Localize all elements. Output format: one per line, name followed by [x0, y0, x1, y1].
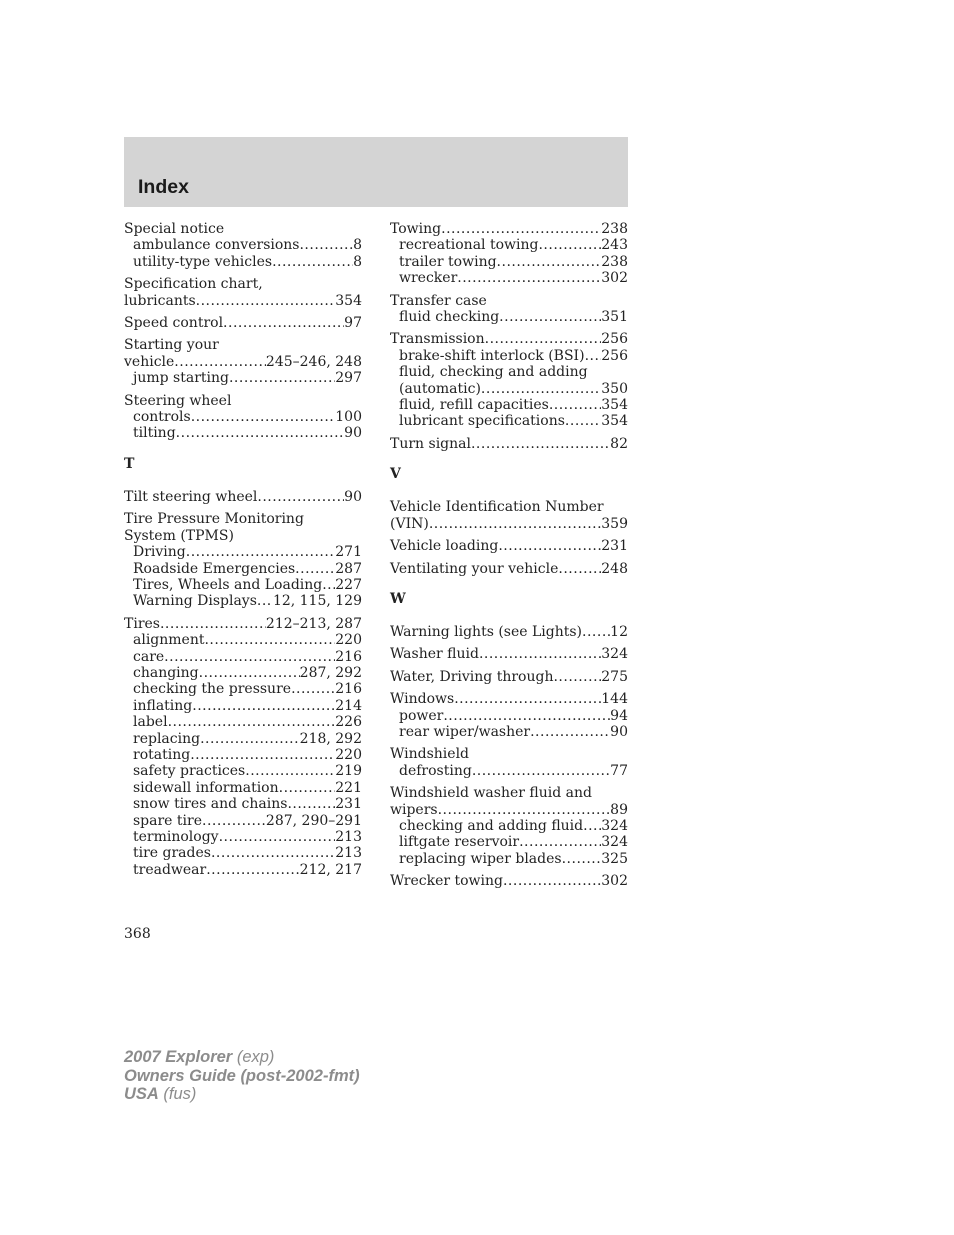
entry-label: wrecker	[399, 270, 458, 287]
index-heading	[390, 331, 628, 347]
dot-leader	[199, 665, 300, 681]
entry-page-ref: 227	[335, 576, 362, 593]
index-subentry	[124, 561, 362, 577]
footer-model: 2007 Explorer	[124, 1048, 233, 1066]
entry-label: fluid, refill capacities	[399, 397, 549, 414]
entry-page-ref: 287, 292	[299, 664, 362, 681]
index-subentry	[390, 348, 628, 364]
index-subentry	[390, 708, 628, 724]
index-subentry	[124, 632, 362, 648]
footer-market: USA	[124, 1085, 159, 1103]
index-entry	[124, 221, 362, 270]
entry-page-ref: 8	[353, 237, 362, 254]
entry-label: liftgate reservoir	[399, 834, 520, 851]
entry-label: Water, Driving through	[390, 668, 554, 685]
entry-page-ref: 212, 217	[299, 861, 362, 878]
dot-leader	[472, 763, 610, 779]
dot-leader	[519, 834, 601, 850]
dot-leader	[200, 731, 300, 747]
entry-label: checking and adding fluid	[399, 817, 584, 834]
entry-label: System (TPMS)	[124, 527, 234, 544]
dot-leader	[291, 681, 335, 697]
dot-leader	[322, 577, 335, 593]
dot-leader	[429, 516, 601, 532]
entry-page-ref: 248	[601, 560, 628, 577]
entry-label: Starting your	[124, 337, 219, 354]
index-subentry	[124, 409, 362, 425]
index-heading	[390, 669, 628, 685]
dot-leader	[206, 862, 299, 878]
entry-label: Warning lights (see Lights)	[390, 623, 583, 640]
dot-leader	[245, 763, 335, 779]
index-heading	[124, 511, 362, 527]
index-entry	[390, 331, 628, 429]
index-subentry	[390, 381, 628, 397]
index-subentry	[124, 829, 362, 845]
index-subentry	[124, 796, 362, 812]
dot-leader	[223, 315, 344, 331]
index-subentry	[124, 237, 362, 253]
entry-page-ref: 297	[335, 370, 362, 387]
index-entry	[390, 436, 628, 452]
entry-page-ref: 238	[601, 221, 628, 237]
entry-label: Turn signal	[390, 435, 471, 452]
dot-leader	[160, 616, 266, 632]
entry-page-ref: 256	[601, 347, 628, 364]
footer-guide: Owners Guide (post-2002-fmt)	[124, 1066, 360, 1085]
entry-label: sidewall information	[133, 779, 279, 796]
entry-label: Driving	[133, 544, 186, 561]
index-subentry	[390, 724, 628, 740]
index-entry	[390, 561, 628, 577]
dot-leader	[485, 331, 602, 347]
index-heading	[390, 624, 628, 640]
section-letter: T	[124, 455, 135, 472]
entry-page-ref: 354	[601, 413, 628, 430]
index-heading	[124, 489, 362, 505]
entry-label: Specification chart,	[124, 276, 263, 293]
entry-label: Vehicle loading	[390, 538, 499, 555]
index-entry	[390, 746, 628, 779]
entry-label: vehicle	[124, 353, 175, 370]
entry-label: Steering wheel	[124, 392, 232, 409]
index-subentry	[124, 254, 362, 270]
entry-page-ref: 90	[344, 488, 362, 505]
entry-label: power	[399, 707, 444, 724]
index-heading	[390, 293, 628, 309]
dot-leader	[457, 270, 601, 286]
entry-label: replacing wiper blades	[399, 850, 562, 867]
entry-page-ref: 89	[610, 801, 628, 818]
dot-leader	[562, 851, 602, 867]
dot-leader	[498, 538, 601, 554]
entry-label: wipers	[390, 801, 438, 818]
entry-label: Vehicle Identification Number	[390, 499, 604, 516]
page-title: Index	[138, 176, 189, 198]
index-subentry	[124, 714, 362, 730]
footer-market-code: (fus)	[158, 1085, 197, 1103]
index-subentry	[124, 763, 362, 779]
footer-model-code: (exp)	[232, 1048, 275, 1066]
index-entry	[390, 785, 628, 867]
dot-leader	[549, 397, 601, 413]
dot-leader	[229, 370, 335, 386]
entry-label: Special notice	[124, 221, 225, 237]
index-entry	[124, 489, 362, 505]
index-subentry	[124, 425, 362, 441]
index-heading	[124, 315, 362, 331]
index-entry	[124, 511, 362, 609]
entry-label: Transmission	[390, 331, 485, 348]
dot-leader	[583, 818, 601, 834]
dot-leader	[454, 691, 601, 707]
entry-page-ref: 325	[601, 850, 628, 867]
entry-page-ref: 243	[601, 237, 628, 254]
index-entry	[390, 691, 628, 740]
dot-leader	[441, 221, 601, 237]
entry-label: Tires	[124, 615, 160, 632]
entry-page-ref: 221	[335, 779, 362, 796]
index-entry	[390, 293, 628, 326]
index-heading	[124, 337, 362, 353]
index-subentry	[390, 818, 628, 834]
index-entry	[390, 624, 628, 640]
entry-page-ref: 212–213, 287	[265, 615, 362, 632]
index-heading	[390, 436, 628, 452]
entry-label: treadwear	[133, 861, 207, 878]
index-entry	[124, 315, 362, 331]
dot-leader	[257, 593, 273, 609]
index-subentry	[124, 681, 362, 697]
entry-page-ref: 231	[335, 796, 362, 813]
entry-label: (VIN)	[390, 515, 429, 532]
dot-leader	[497, 254, 602, 270]
page-number: 368	[124, 926, 151, 942]
dot-leader	[257, 489, 344, 505]
entry-label: care	[133, 648, 165, 665]
entry-page-ref: 351	[601, 309, 628, 326]
entry-page-ref: 350	[601, 380, 628, 397]
entry-label: label	[133, 714, 168, 731]
entry-label: Windshield washer fluid and	[390, 785, 592, 802]
index-heading	[390, 646, 628, 662]
index-subentry	[124, 845, 362, 861]
entry-label: spare tire	[133, 812, 203, 829]
entry-page-ref: 354	[335, 292, 362, 309]
index-entry	[390, 646, 628, 662]
index-heading	[124, 221, 362, 237]
index-heading	[390, 221, 628, 237]
dot-leader	[438, 802, 611, 818]
dot-leader	[585, 348, 602, 364]
entry-page-ref: 275	[601, 668, 628, 685]
index-subentry	[390, 834, 628, 850]
index-heading	[390, 873, 628, 889]
index-subentry	[390, 763, 628, 779]
entry-page-ref: 97	[344, 315, 362, 332]
footer	[124, 1048, 360, 1104]
index-column-left	[124, 221, 362, 884]
dot-leader	[499, 309, 601, 325]
entry-page-ref: 219	[335, 763, 362, 780]
entry-page-ref: 226	[335, 714, 362, 731]
dot-leader	[479, 646, 601, 662]
index-heading	[124, 293, 362, 309]
footer-line-3	[124, 1085, 360, 1104]
footer-line-1	[124, 1048, 360, 1067]
index-heading	[390, 516, 628, 532]
entry-page-ref: 218, 292	[299, 730, 362, 747]
dot-leader	[443, 708, 610, 724]
entry-page-ref: 82	[610, 435, 628, 452]
entry-label: ambulance conversions	[133, 237, 300, 254]
entry-label: Windshield	[390, 746, 470, 763]
entry-page-ref: 216	[335, 681, 362, 698]
dot-leader	[538, 237, 601, 253]
entry-page-ref: 231	[601, 538, 628, 555]
entry-label: Tire Pressure Monitoring	[124, 511, 304, 528]
index-entry	[124, 616, 362, 879]
index-entry	[390, 669, 628, 685]
entry-label: Tilt steering wheel	[124, 488, 258, 505]
entry-label: Towing	[390, 221, 442, 237]
index-subentry	[390, 270, 628, 286]
index-subentry	[124, 862, 362, 878]
index-subentry	[124, 593, 362, 609]
dot-leader	[202, 813, 266, 829]
dot-leader	[565, 413, 601, 429]
entry-label: rotating	[133, 746, 191, 763]
dot-leader	[196, 293, 336, 309]
dot-leader	[272, 254, 353, 270]
entry-page-ref: 214	[335, 697, 362, 714]
footer-line-2	[124, 1067, 360, 1086]
entry-page-ref: 90	[610, 723, 628, 740]
entry-page-ref: 238	[601, 253, 628, 270]
header-band	[124, 137, 628, 207]
entry-label: trailer towing	[399, 253, 497, 270]
dot-leader	[174, 354, 266, 370]
entry-page-ref: 287, 290–291	[265, 812, 362, 829]
entry-label: alignment	[133, 632, 205, 649]
entry-label: lubricants	[124, 292, 196, 309]
entry-label: lubricant specifications	[399, 413, 565, 430]
dot-leader	[558, 561, 601, 577]
dot-leader	[582, 624, 610, 640]
entry-label: Tires, Wheels and Loading	[133, 576, 323, 593]
dot-leader	[186, 544, 336, 560]
index-subentry	[390, 237, 628, 253]
index-subentry	[390, 851, 628, 867]
entry-page-ref: 220	[335, 632, 362, 649]
index-subentry	[124, 747, 362, 763]
entry-label: jump starting	[133, 370, 229, 387]
entry-label: changing	[133, 664, 199, 681]
entry-page-ref: 324	[601, 834, 628, 851]
entry-label: checking the pressure	[133, 681, 292, 698]
entry-label: controls	[133, 409, 191, 426]
index-heading	[390, 538, 628, 554]
dot-leader	[530, 724, 610, 740]
index-subentry	[124, 665, 362, 681]
index-entry	[390, 538, 628, 554]
dot-leader	[553, 669, 601, 685]
entry-label: inflating	[133, 697, 193, 714]
entry-page-ref: 287	[335, 560, 362, 577]
entry-page-ref: 12	[610, 623, 628, 640]
entry-label: rear wiper/washer	[399, 723, 531, 740]
index-entry	[390, 221, 628, 287]
entry-label: Transfer case	[390, 292, 487, 309]
dot-leader	[287, 796, 335, 812]
dot-leader	[481, 381, 601, 397]
entry-page-ref: 213	[335, 829, 362, 845]
entry-page-ref: 220	[335, 746, 362, 763]
dot-leader	[503, 873, 601, 889]
entry-label: tilting	[133, 425, 176, 442]
entry-page-ref: 256	[601, 331, 628, 348]
index-entry	[124, 393, 362, 442]
dot-leader	[219, 829, 336, 845]
entry-page-ref: 12, 115, 129	[272, 593, 362, 610]
dot-leader	[176, 425, 345, 441]
dot-leader	[191, 409, 336, 425]
dot-leader	[295, 561, 335, 577]
entry-label: Washer fluid	[390, 646, 479, 663]
entry-label: replacing	[133, 730, 201, 747]
entry-label: Roadside Emergencies	[133, 560, 296, 577]
entry-page-ref: 302	[601, 873, 628, 890]
index-heading	[390, 691, 628, 707]
dot-leader	[471, 436, 610, 452]
index-heading	[124, 354, 362, 370]
entry-page-ref: 94	[610, 707, 628, 724]
entry-label: fluid, checking and adding	[399, 364, 588, 381]
dot-leader	[190, 747, 335, 763]
entry-page-ref: 144	[601, 691, 628, 708]
index-heading	[124, 276, 362, 292]
index-subentry	[124, 370, 362, 386]
entry-label: Ventilating your vehicle	[390, 560, 559, 577]
entry-page-ref: 359	[601, 515, 628, 532]
index-subentry	[124, 698, 362, 714]
entry-page-ref: 302	[601, 270, 628, 287]
dot-leader	[164, 649, 335, 665]
dot-leader	[279, 780, 336, 796]
index-heading	[124, 616, 362, 632]
index-heading	[390, 802, 628, 818]
entry-label: utility-type vehicles	[133, 253, 273, 270]
dot-leader	[204, 632, 335, 648]
entry-page-ref: 271	[335, 544, 362, 561]
entry-page-ref: 245–246, 248	[265, 353, 362, 370]
entry-label: snow tires and chains	[133, 796, 288, 813]
index-entry	[390, 873, 628, 889]
entry-label: (automatic)	[399, 380, 481, 397]
entry-label: brake-shift interlock (BSI)	[399, 347, 585, 364]
index-subentry	[390, 413, 628, 429]
entry-label: fluid checking	[399, 309, 500, 326]
entry-label: recreational towing	[399, 237, 539, 254]
dot-leader	[299, 237, 353, 253]
index-entry	[124, 276, 362, 309]
entry-page-ref: 213	[335, 845, 362, 862]
entry-page-ref: 216	[335, 648, 362, 665]
index-entry	[390, 499, 628, 532]
index-subentry	[124, 649, 362, 665]
entry-label: defrosting	[399, 762, 472, 779]
entry-label: tire grades	[133, 845, 211, 862]
entry-page-ref: 324	[601, 646, 628, 663]
entry-label: Windows	[390, 691, 455, 708]
index-heading	[390, 499, 628, 515]
entry-label: terminology	[133, 829, 219, 845]
entry-page-ref: 324	[601, 817, 628, 834]
dot-leader	[211, 845, 335, 861]
section-letter: V	[390, 466, 401, 483]
index-subentry	[124, 544, 362, 560]
dot-leader	[168, 714, 336, 730]
section-letter: W	[390, 590, 406, 607]
index-heading	[390, 561, 628, 577]
dot-leader	[192, 698, 335, 714]
index-entry	[124, 337, 362, 386]
entry-label: Wrecker towing	[390, 873, 503, 890]
index-subentry	[390, 397, 628, 413]
index-subentry	[390, 309, 628, 325]
index-heading	[390, 785, 628, 801]
index-subentry	[124, 731, 362, 747]
entry-page-ref: 8	[353, 253, 362, 270]
entry-page-ref: 354	[601, 397, 628, 414]
entry-label: Warning Displays	[133, 593, 257, 610]
index-heading	[124, 528, 362, 544]
entry-page-ref: 90	[344, 425, 362, 442]
entry-label: Speed control	[124, 315, 224, 332]
index-subentry	[390, 254, 628, 270]
index-column-right	[390, 221, 628, 896]
index-subentry	[390, 364, 628, 380]
entry-label: safety practices	[133, 763, 246, 780]
entry-page-ref: 100	[335, 409, 362, 426]
index-subentry	[124, 780, 362, 796]
index-heading	[390, 746, 628, 762]
index-subentry	[124, 577, 362, 593]
index-subentry	[124, 813, 362, 829]
entry-page-ref: 77	[610, 762, 628, 779]
index-heading	[124, 393, 362, 409]
